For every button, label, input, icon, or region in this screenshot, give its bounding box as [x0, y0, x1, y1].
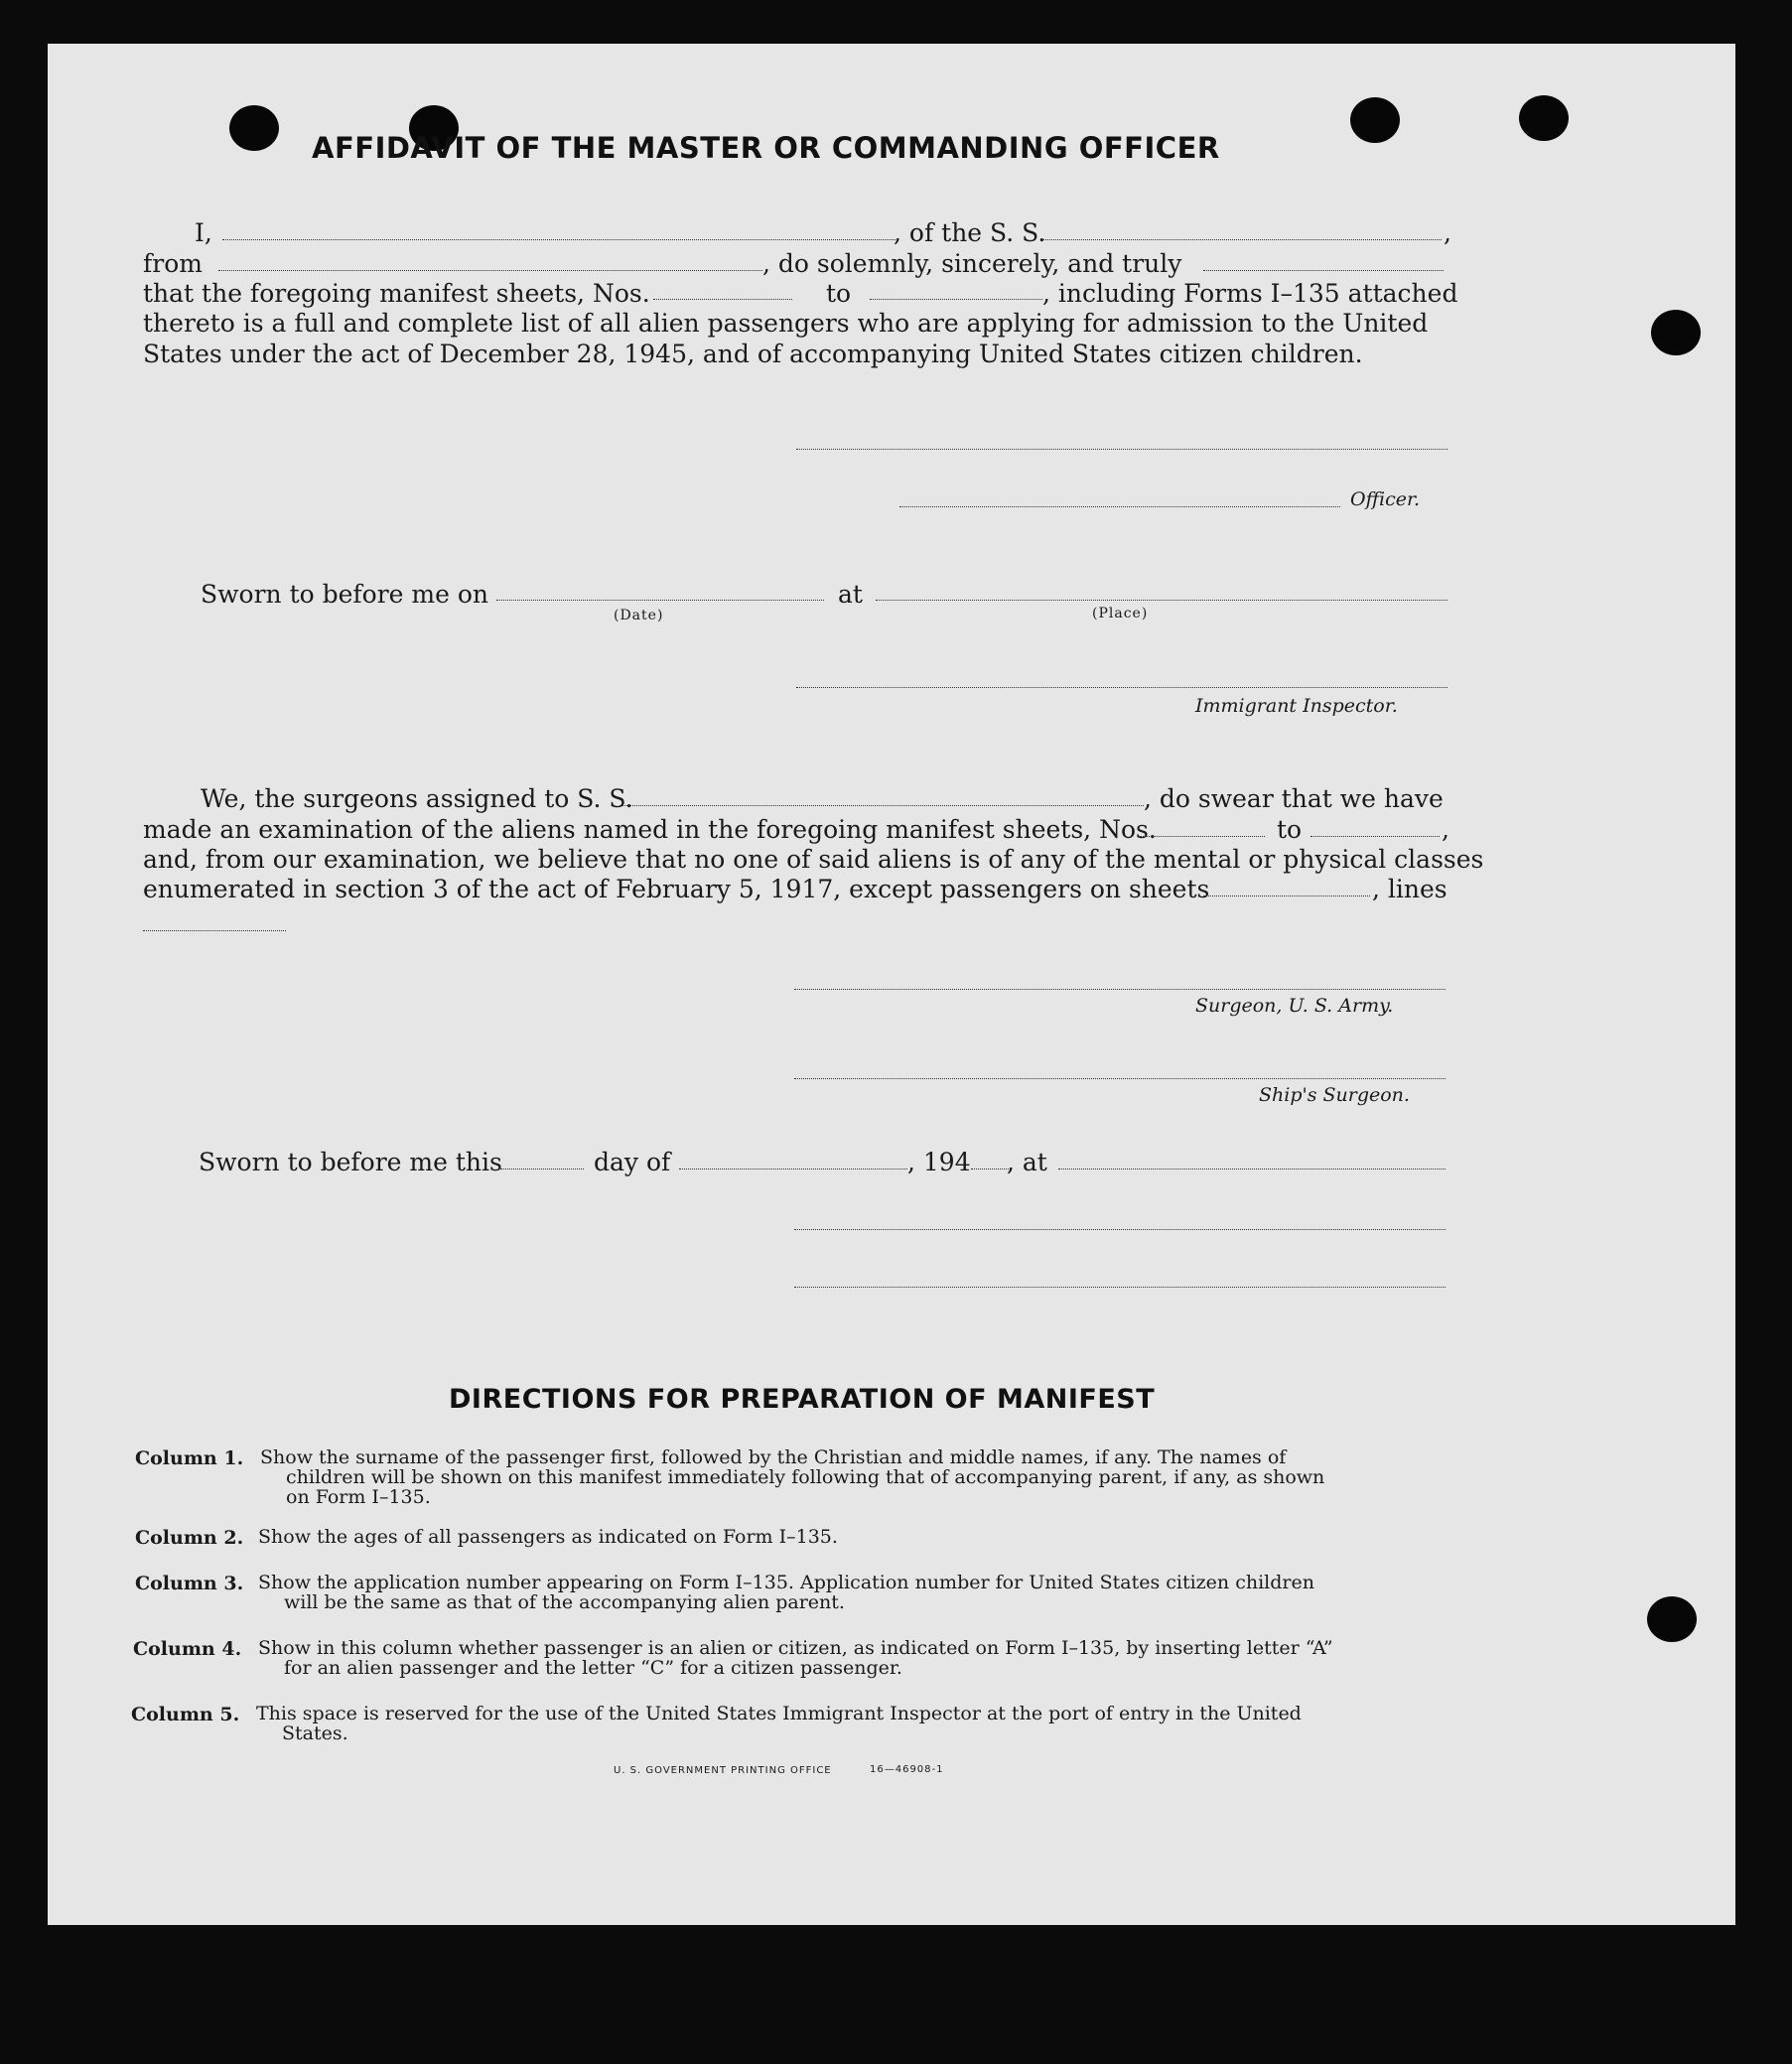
army-surgeon-signature-line — [794, 989, 1446, 990]
master-line4: thereto is a full and complete list of all alien passengers who are applying for admission to the United — [143, 309, 1429, 338]
officiant-signature-line — [794, 1229, 1446, 1230]
direction-item — [135, 1638, 1446, 1704]
ship-name-blank — [1042, 239, 1442, 240]
inspector-caption: Immigrant Inspector. — [1195, 695, 1398, 717]
surgeon-sheet-to-blank — [1310, 836, 1440, 837]
punch-hole — [1350, 97, 1400, 143]
surgeon-ship-blank — [620, 805, 1144, 806]
sheet-from-blank — [653, 299, 792, 300]
master-name-blank — [222, 239, 896, 240]
direction-column-label: Column 4. — [133, 1638, 242, 1660]
master-including: , including Forms I–135 attached — [1042, 279, 1458, 308]
except-sheets-blank — [1203, 895, 1370, 896]
punch-hole — [229, 105, 279, 151]
sworn-before-me-on: Sworn to before me on — [201, 580, 489, 609]
officer-caption: Officer. — [1350, 488, 1421, 510]
surgeons-we: We, the surgeons assigned to S. S. — [201, 784, 633, 813]
ships-surgeon-caption: Ship's Surgeon. — [1259, 1084, 1410, 1106]
direction-line: Show the surname of the passenger first, followed by the Christian and middle names, if any. The names of — [260, 1446, 1287, 1468]
sworn-at: at — [838, 580, 863, 609]
surgeons-swear: , do swear that we have — [1144, 784, 1444, 813]
master-of-ss: , of the S. S. — [894, 218, 1046, 247]
sworn-year: , 194 — [907, 1148, 971, 1176]
officer-signature-line — [796, 449, 1447, 450]
inspector-signature-line — [796, 687, 1447, 688]
date-caption: (Date) — [614, 608, 664, 623]
surgeon-sheet-from-blank — [1140, 836, 1265, 837]
direction-line: States. — [282, 1722, 348, 1744]
ships-surgeon-signature-line — [794, 1078, 1446, 1079]
except-lines-blank — [143, 930, 286, 931]
master-from: from — [143, 249, 203, 278]
direction-line: Show in this column whether passenger is an alien or citizen, as indicated on Form I–135, by inserting letter “A” — [258, 1637, 1333, 1659]
sworn-before-me-this: Sworn to before me this — [199, 1148, 502, 1176]
affidavit-title: AFFIDAVIT OF THE MASTER OR COMMANDING OFFICER — [312, 131, 1220, 165]
surgeons-line4: enumerated in section 3 of the act of February 5, 1917, except passengers on sheets — [143, 875, 1210, 903]
surgeons-lines: , lines — [1372, 875, 1447, 903]
sworn-day-of: day of — [594, 1148, 671, 1176]
direction-column-label: Column 5. — [131, 1704, 240, 1725]
direction-line: children will be shown on this manifest immediately following that of accompanying parent, if any, as shown — [286, 1466, 1325, 1488]
master-comma: , — [1444, 218, 1451, 247]
direction-text — [256, 1704, 1302, 1743]
directions-list — [131, 1446, 1446, 1753]
direction-line: will be the same as that of the accompanying alien parent. — [284, 1591, 845, 1613]
direction-text — [258, 1527, 838, 1547]
surgeons-line2: made an examination of the aliens named in the foregoing manifest sheets, Nos. — [143, 815, 1157, 844]
surgeons-line3: and, from our examination, we believe that no one of said aliens is of any of the mental or physical classes — [143, 845, 1484, 874]
form-code: 16—46908-1 — [870, 1764, 944, 1775]
port-blank — [218, 270, 762, 271]
master-foregoing: that the foregoing manifest sheets, Nos. — [143, 279, 650, 308]
direction-column-label: Column 1. — [135, 1447, 244, 1469]
direction-line: This space is reserved for the use of the United States Immigrant Inspector at the port of entry in the United — [256, 1703, 1302, 1724]
direction-line: Show the ages of all passengers as indicated on Form I–135. — [258, 1526, 838, 1548]
direction-item — [131, 1703, 1446, 1753]
punch-hole — [1647, 1596, 1697, 1642]
direction-item — [135, 1527, 1446, 1573]
document-page — [48, 44, 1735, 1925]
surgeons-comma: , — [1442, 815, 1449, 844]
punch-hole — [1651, 310, 1701, 355]
army-surgeon-caption: Surgeon, U. S. Army. — [1195, 995, 1394, 1017]
master-i: I, — [195, 218, 212, 247]
punch-hole — [1519, 95, 1569, 141]
officer-title-line — [899, 506, 1340, 507]
direction-line: for an alien passenger and the letter “C” for a citizen passenger. — [284, 1657, 902, 1679]
sworn-at-2: , at — [1007, 1148, 1047, 1176]
sworn-date-blank — [496, 600, 824, 601]
printer-imprint: U. S. GOVERNMENT PRINTING OFFICE — [614, 1765, 832, 1776]
sheet-to-blank — [870, 299, 1042, 300]
sworn-year-blank — [971, 1169, 1011, 1170]
direction-text — [258, 1573, 1314, 1612]
oath-blank — [1203, 270, 1444, 271]
direction-column-label: Column 3. — [135, 1573, 244, 1594]
sworn-month-blank — [679, 1169, 907, 1170]
sworn-place-blank-2 — [1058, 1169, 1446, 1170]
master-solemnly: , do solemnly, sincerely, and truly — [762, 249, 1182, 278]
master-to: to — [826, 279, 852, 308]
master-line5: States under the act of December 28, 1945, and of accompanying United States citizen children. — [143, 340, 1363, 368]
direction-text — [260, 1447, 1324, 1507]
direction-line: on Form I–135. — [286, 1486, 431, 1508]
direction-item — [135, 1573, 1446, 1638]
direction-text — [258, 1638, 1333, 1678]
directions-title: DIRECTIONS FOR PREPARATION OF MANIFEST — [449, 1384, 1156, 1415]
direction-column-label: Column 2. — [135, 1527, 244, 1549]
officiant-title-line — [794, 1287, 1446, 1288]
sworn-place-blank — [876, 600, 1447, 601]
direction-item — [135, 1447, 1446, 1527]
direction-line: Show the application number appearing on Form I–135. Application number for United States citizen children — [258, 1572, 1314, 1593]
surgeons-to: to — [1277, 815, 1303, 844]
place-caption: (Place) — [1092, 606, 1149, 621]
sworn-day-blank — [500, 1169, 584, 1170]
